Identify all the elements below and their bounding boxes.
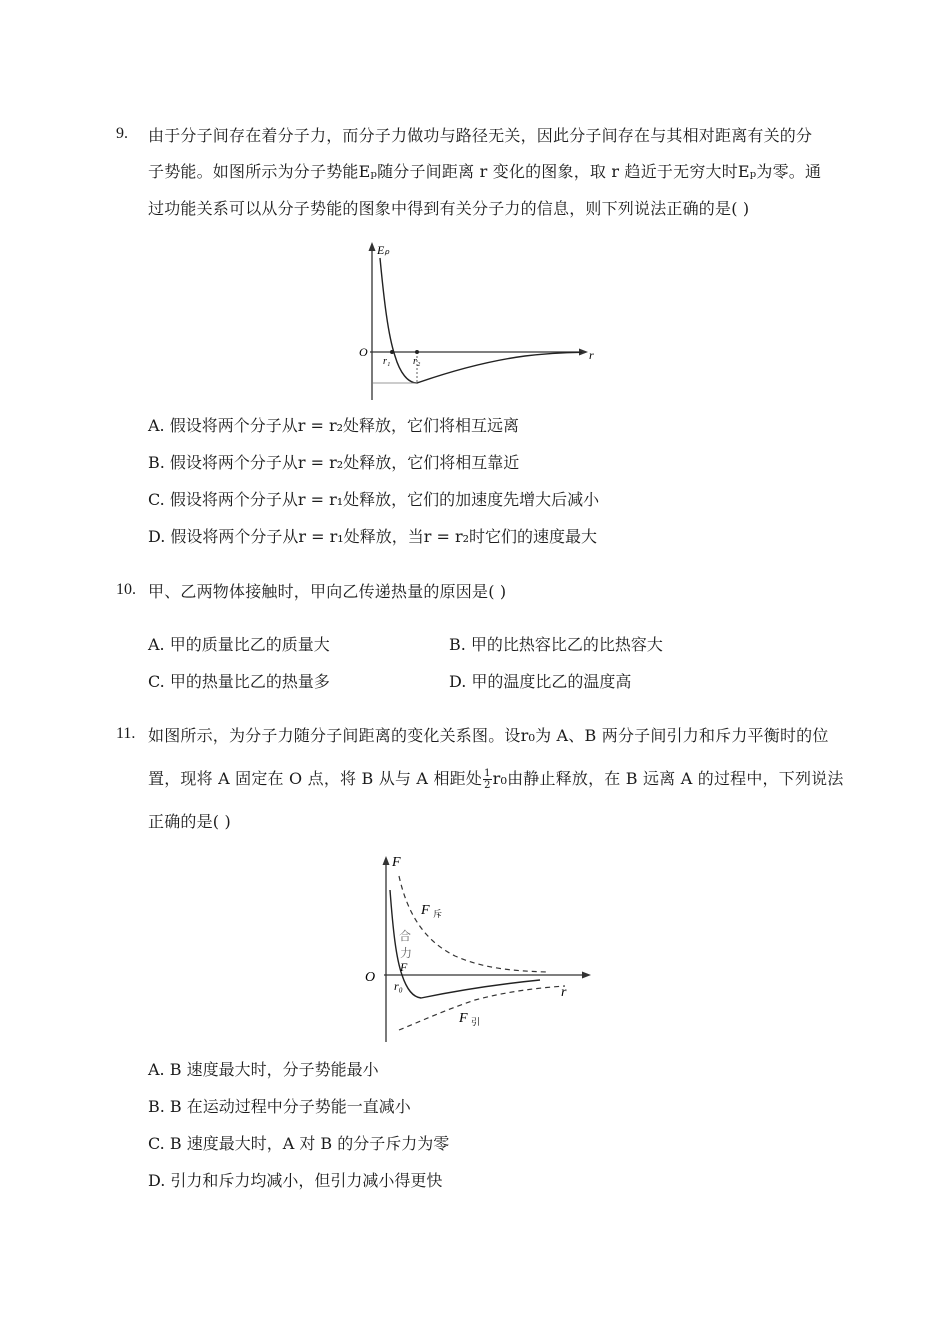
q11-molecular-force-figure <box>355 850 605 1045</box>
q11-attraction-label-main: F <box>459 1011 468 1026</box>
q11-net-label-3: F <box>400 960 408 974</box>
q10-option-b[interactable]: B. 甲的比热容比乙的比热容大 <box>449 635 663 654</box>
q9-option-d[interactable]: D. 假设将两个分子从r = r₁处释放，当r = r₂时它们的速度最大 <box>148 527 598 546</box>
q11-repulsion-label-main: F <box>421 903 430 918</box>
q9-potential-energy-figure <box>350 240 600 405</box>
q11-x-axis-label: r <box>561 985 567 1000</box>
q11-stem-line-2-pre: 置，现将 A 固定在 O 点，将 B 从与 A 相距处 <box>148 769 483 788</box>
q11-x-axis-arrow <box>582 972 591 979</box>
q11-y-axis-arrow <box>383 856 390 865</box>
q11-net-label-1: 合 <box>399 929 412 943</box>
q11-fraction <box>483 768 492 791</box>
q11-origin-label: O <box>365 970 376 985</box>
q10-option-c[interactable]: C. 甲的热量比乙的热量多 <box>148 672 330 691</box>
q10-option-a[interactable]: A. 甲的质量比乙的质量大 <box>148 635 330 654</box>
q11-net-label-2: 力 <box>400 946 413 960</box>
q11-option-a[interactable]: A. B 速度最大时，分子势能最小 <box>148 1060 379 1079</box>
q11-stem-line-1: 如图所示，为分子力随分子间距离的变化关系图。设r₀为 A、B 两分子间引力和斥力平衡时的位 <box>148 726 829 745</box>
q11-stem-line-3: 正确的是( ) <box>148 812 231 831</box>
q11-attraction-label-sub: 引 <box>471 1017 481 1027</box>
q11-repulsion-label-sub: 斥 <box>433 909 443 919</box>
q9-x-axis-label: r <box>589 348 594 362</box>
q9-y-axis-arrow <box>369 242 376 251</box>
q9-option-b[interactable]: B. 假设将两个分子从r = r₂处释放，它们将相互靠近 <box>148 453 520 472</box>
q9-stem-line-3: 过功能关系可以从分子势能的图象中得到有关分子力的信息，则下列说法正确的是( ) <box>148 199 750 218</box>
q9-r2-point <box>415 350 419 354</box>
q11-y-axis-label: F <box>392 855 401 870</box>
q11-number: 11. <box>116 725 136 742</box>
q9-y-axis-label: Eₚ <box>377 243 390 257</box>
q9-stem-line-1: 由于分子间存在着分子力，而分子力做功与路径无关，因此分子间存在与其相对距离有关的分 <box>148 126 813 145</box>
q10-option-d[interactable]: D. 甲的温度比乙的温度高 <box>449 672 632 691</box>
q11-r0-label: r₀ <box>394 979 403 993</box>
q9-origin-label: O <box>359 345 368 359</box>
q11-option-d[interactable]: D. 引力和斥力均减小，但引力减小得更快 <box>148 1171 443 1190</box>
q11-net-force-curve <box>390 890 540 998</box>
q9-r2-label: r₂ <box>413 356 421 367</box>
q11-option-c[interactable]: C. B 速度最大时，A 对 B 的分子斥力为零 <box>148 1134 450 1153</box>
q9-ep-curve <box>380 258 582 383</box>
q11-fraction-numerator: 1 <box>484 768 491 779</box>
q11-option-b[interactable]: B. B 在运动过程中分子势能一直减小 <box>148 1097 411 1116</box>
q11-repulsion-curve <box>399 876 547 972</box>
q9-option-a[interactable]: A. 假设将两个分子从r = r₂处释放，它们将相互远离 <box>148 416 520 435</box>
q9-stem-line-2: 子势能。如图所示为分子势能Eₚ随分子间距离 r 变化的图象，取 r 趋近于无穷大时Eₚ为零。通 <box>148 162 822 181</box>
q11-attraction-curve <box>399 986 565 1030</box>
q10-number: 10. <box>116 581 136 598</box>
q9-r1-point <box>390 350 394 354</box>
q11-fraction-denominator: 2 <box>484 780 491 791</box>
q9-number: 9. <box>116 125 128 142</box>
q10-stem: 甲、乙两物体接触时，甲向乙传递热量的原因是( ) <box>148 582 507 601</box>
q11-stem-line-2-post: r₀由静止释放，在 B 远离 A 的过程中，下列说法 <box>492 769 844 788</box>
q9-option-c[interactable]: C. 假设将两个分子从r = r₁处释放，它们的加速度先增大后减小 <box>148 490 600 509</box>
q9-r1-label: r₁ <box>383 356 391 367</box>
q11-stem-line-2 <box>148 766 844 791</box>
